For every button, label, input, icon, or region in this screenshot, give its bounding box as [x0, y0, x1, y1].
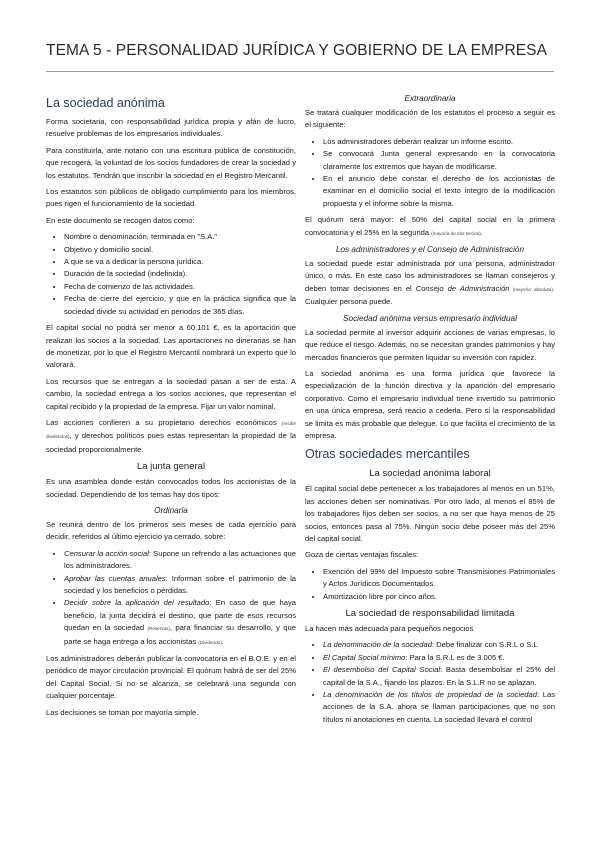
small-note: (mayoría de dos tercios) — [431, 230, 481, 236]
paragraph: Forma societaria, con responsabilidad jurídica propia y afán de lucro, resuelve problemas de los empresarios individuales. — [46, 117, 296, 139]
fiscal-list — [305, 566, 555, 603]
term: La denominación de la sociedad — [323, 640, 432, 650]
paragraph: La hacen más adecuada para pequeños negocios — [305, 624, 474, 633]
list-item — [64, 548, 296, 573]
list-item: • Duración de la sociedad (indefinida). — [64, 268, 296, 280]
paragraph — [305, 214, 555, 240]
text: : Informan sobre el patrimonio de la sociedad y los beneficios o pérdidas. — [64, 573, 296, 595]
list-item — [64, 597, 296, 649]
subheading-ordinaria: Ordinaria — [154, 505, 188, 515]
list-item — [323, 639, 555, 651]
small-note: (Reservas) — [147, 626, 170, 632]
paragraph: Los administradores deberán publicar la convocatoria en el B.O.E. y en el periódico de mayor circulación provincial. El quórum habrá de ser del 25% del Capital Social. Si no se alcanza, se celebrará una segunda con cualquier porcentaje. — [46, 654, 296, 701]
title-divider — [46, 71, 554, 72]
subheading-administradores: Los administradores y el Consejo de Administración — [335, 245, 525, 255]
list-item — [323, 664, 555, 689]
paragraph: En este documento se recogen datos como: — [46, 215, 195, 225]
text: . — [221, 636, 224, 646]
list-item: • Se convocará Junta general expresando en la convocatoria claramente los extremos que hayan de modificarse. — [323, 148, 555, 173]
subheading-versus: Sociedad anónima versus empresario individual — [343, 313, 517, 323]
paragraph: Los estatutos son públicos de obligado cumplimiento para los miembros, pues rigen el funcionamiento de la sociedad. — [46, 187, 296, 209]
small-note: (Dividendo) — [198, 639, 222, 645]
list-item: • Amortización libre por cinco años. — [323, 591, 555, 603]
text: , para financiar su desarrollo, y que parte se haga entrega a los accionistas — [64, 623, 296, 646]
text: : Debe finalizar con S.R.L o S.L — [431, 640, 538, 650]
term: Consejo de Administración — [415, 283, 510, 293]
text: . Cualquier persona puede. — [305, 283, 555, 307]
paragraph: Los recursos que se entregan a la sociedad pasan a ser de esta. A cambio, la sociedad entrega a los socios acciones, que representan el capital recibido y la propiedad de la empresa. Fijar un valor nominal. — [46, 376, 296, 411]
paragraph — [305, 258, 555, 309]
srl-list — [305, 639, 555, 726]
subheading-sal: La sociedad anónima laboral — [369, 468, 491, 480]
term: Aprobar las cuentas anuales — [64, 573, 166, 583]
right-column — [305, 93, 555, 730]
paragraph: El capital social no podrá ser menor a 60.101 €, es la aportación que realizan los socios a la sociedad. Las aportaciones no dinerarias se han de monetizar, por lo que el Registro Mercantil nombrará un experto que lo valorará. — [46, 323, 296, 370]
list-item: • A que se va a dedicar la persona jurídica. — [64, 256, 296, 268]
subheading-extraordinaria: Extraordinaria — [404, 94, 456, 103]
text: La sociedad puede estar administrada por una persona, administrador único, o más. En este caso los administradores se llaman consejeros y deben tomar decisiones en el — [305, 259, 555, 293]
section-heading-otras-sociedades: Otras sociedades mercantiles — [305, 447, 470, 462]
list-item: • Fecha de cierre del ejercicio, y que en la práctica significa que la sociedad divide su actividad en periodos de 365 días. — [64, 293, 296, 318]
statutes-list — [46, 231, 296, 318]
text: : En caso de que haya beneficio, la junta decidirá el destino, que parte de esos recursos quedan en la sociedad — [64, 598, 296, 633]
small-note: (mayoría absoluta) — [509, 286, 553, 292]
term: El desembolso del Capital Social — [323, 665, 441, 675]
list-item — [323, 652, 555, 664]
list-item: • Exención del 99% del Impuesto sobre Transmisiones Patrimoniales y Actos Jurídicos Documentados. — [323, 566, 555, 591]
text: : Para la S.R.L es de 3.005 €. — [405, 652, 505, 662]
term: La denominación de los títulos de propiedad de la sociedad — [323, 690, 537, 700]
text: Las acciones confieren a su propietario derechos económicos — [46, 417, 282, 427]
ordinaria-list — [46, 548, 296, 649]
text: , y derechos políticos pues estas representan la propiedad de la sociedad proporcionalmente. — [46, 431, 296, 454]
text: . — [480, 227, 483, 237]
text: : Las acciones de la S.A. ahora se llaman participaciones que no son títulos ni anotaciones en cuenta. La sociedad llevará el control — [323, 690, 555, 724]
term: El Capital Social mínimo — [323, 652, 406, 662]
list-item — [323, 689, 555, 726]
subheading-junta-general: La junta general — [136, 461, 206, 473]
paragraph — [46, 417, 296, 456]
extraordinaria-list — [305, 136, 555, 210]
paragraph: Goza de ciertas ventajas fiscales: — [305, 550, 419, 560]
paragraph: La sociedad permite al inversor adquirir acciones de varias empresas, lo que reduce el riesgo. Además, no se necesitan grandes patrimonios y hay mercados financieros que permiten liquidar su inversión con rapidez. — [305, 327, 555, 362]
term: Censurar la acción social — [64, 548, 149, 558]
paragraph: Las decisiones se toman por mayoría simple. — [46, 707, 199, 717]
text: : Supone un refrendo a las actuaciones que los administradores. — [64, 548, 297, 571]
page-title: TEMA 5 - PERSONALIDAD JURÍDICA Y GOBIERNO DE LA EMPRESA — [46, 42, 548, 59]
text: El quórum será mayor: el 50% del capital social en la primera convocatoria y el 25% en la segunda — [305, 215, 555, 237]
paragraph: Es una asamblea donde están convocados todos los accionistas de la sociedad. Dependiendo de los temas hay dos tipos: — [46, 477, 296, 499]
subheading-srl: La sociedad de responsabilidad limitada — [345, 608, 515, 619]
left-column — [46, 93, 296, 723]
paragraph: Se reunirá dentro de los primeros seis meses de cada ejercicio para decidir, referidos al último ejercicio ya cerrado, sobre: — [46, 519, 296, 542]
list-item: • Objetivo y domicilio social. — [64, 244, 296, 256]
list-item: • Los administradores deberán realizar un informe escrito. — [323, 136, 555, 148]
paragraph: La sociedad anónima es una forma jurídica que favorece la especialización de la función directiva y la aparición del empresario corporativo. Como el empresario individual tiene invertido su patrimonio en una única empresa, será reacio a cederla. Pero si la responsabilidad se limita es más probable que delegue. Lo que facilita el crecimiento de la empresa. — [305, 368, 555, 440]
text: : Basta desembolsar el 25% del capital de la S.A., fijando los plazos. En la S.L.R no se aplazan. — [323, 665, 556, 687]
paragraph: Para constituirla, ante notario con una escritura pública de constitución, que recogerá, la voluntad de los socios fundadores de crear la sociedad y los estatutos. Tendrán que inscribir la sociedad en el Registro Mercantil. — [46, 145, 296, 180]
section-heading-sociedad-anonima: La sociedad anónima — [46, 96, 165, 110]
paragraph: Se tratará cualquier modificación de los estatutos el proceso a seguir es el siguiente: — [305, 108, 555, 130]
list-item — [64, 573, 296, 598]
list-item: • Nombre o denominación, terminada en "S.A." — [64, 231, 296, 243]
list-item: • Fecha de comienzo de las actividades. — [64, 281, 296, 293]
small-note: (recibir dividendos) — [46, 420, 296, 440]
list-item: • En el anuncio debe constar el derecho de los accionistas de examinar en el domicilio social el texto íntegro de la modificación propuesta y el informe sobre la misma. — [323, 173, 555, 210]
term: Decidir sobre la aplicación del resultado — [64, 598, 210, 608]
paragraph: El capital social debe pertenecer a los trabajadores al menos en un 51%, las acciones deben ser nominativas. Por otro lado, al menos el 85% de los trabajadores fijos deben ser socios, a no ser que haya menos de 25 socios, entonces pasa al 75%. Ningún socio debe poseer más del 25% del capital social. — [305, 484, 555, 543]
